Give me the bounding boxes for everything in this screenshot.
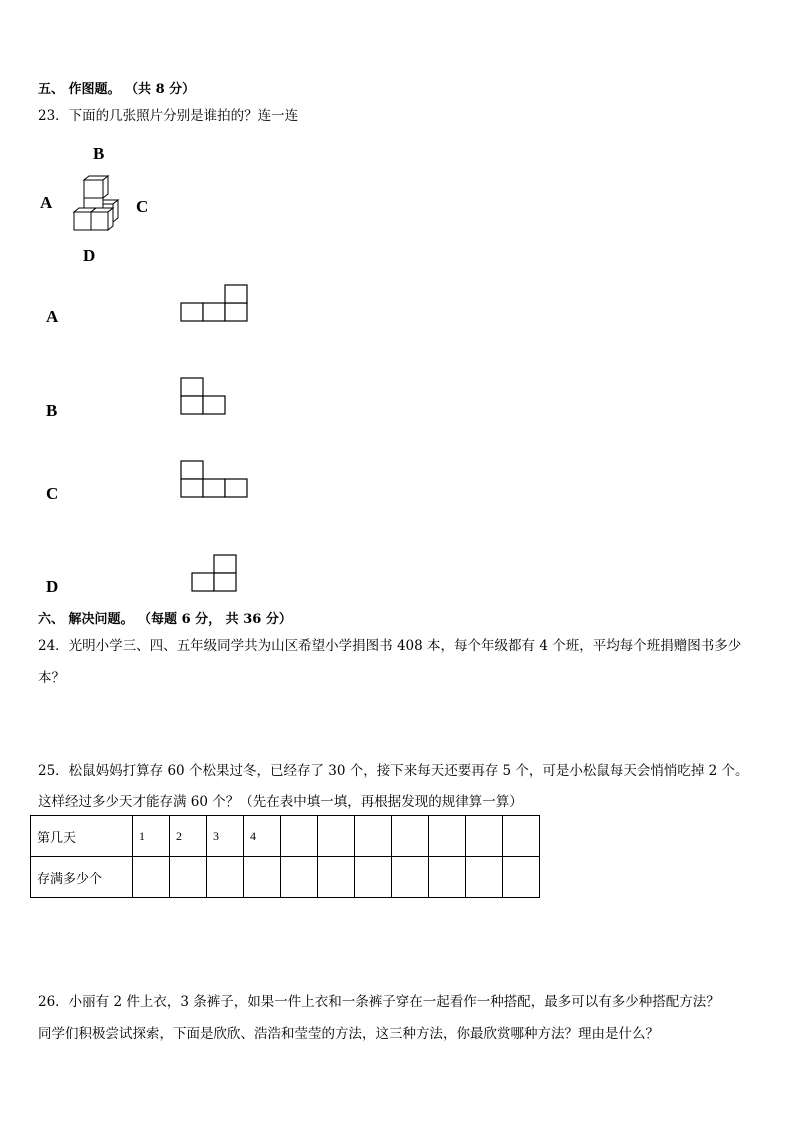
view-label-d: D bbox=[46, 577, 59, 596]
view-d-figure bbox=[192, 555, 240, 595]
table-cell[interactable] bbox=[244, 857, 281, 898]
row-header-day: 第几天 bbox=[31, 816, 133, 857]
view-c-figure bbox=[181, 461, 251, 501]
section-5-title: 五、 作图题。 （共 8 分） bbox=[38, 82, 196, 97]
table-cell[interactable] bbox=[318, 857, 355, 898]
cube-stack-figure bbox=[70, 176, 122, 234]
table-cell[interactable] bbox=[355, 857, 392, 898]
table-cell[interactable]: 2 bbox=[170, 816, 207, 857]
view-label-a: A bbox=[46, 307, 59, 326]
question-25-line-2: 这样经过多少天才能存满 60 个？（先在表中填一填，再根据发现的规律算一算） bbox=[38, 794, 523, 810]
question-26-line-1: 26．小丽有 2 件上衣，3 条裤子，如果一件上衣和一条裤子穿在一起看作一种搭配，最多可以有多少种搭配方法？ bbox=[38, 994, 720, 1010]
table-cell[interactable] bbox=[170, 857, 207, 898]
question-25-line-1: 25．松鼠妈妈打算存 60 个松果过冬，已经存了 30 个，接下来每天还要再存 5 个，可是小松鼠每天会悄悄吃掉 2 个。 bbox=[38, 763, 749, 779]
cube-label-bottom: D bbox=[83, 246, 96, 265]
table-row-day bbox=[31, 816, 540, 857]
cube-label-right: C bbox=[136, 197, 149, 216]
cube-label-top: B bbox=[93, 144, 105, 163]
table-cell[interactable] bbox=[429, 816, 466, 857]
table-cell[interactable] bbox=[503, 816, 540, 857]
view-label-b: B bbox=[46, 401, 58, 420]
table-row-stored bbox=[31, 857, 540, 898]
table-cell[interactable] bbox=[281, 857, 318, 898]
table-cell[interactable] bbox=[503, 857, 540, 898]
section-6-title: 六、 解决问题。 （每题 6 分， 共 36 分） bbox=[38, 612, 292, 627]
view-label-c: C bbox=[46, 484, 59, 503]
row-header-stored: 存满多少个 bbox=[31, 857, 133, 898]
table-cell[interactable] bbox=[133, 857, 170, 898]
question-24-line-1: 24．光明小学三、四、五年级同学共为山区希望小学捐图书 408 本，每个年级都有 4 个班，平均每个班捐赠图书多少 bbox=[38, 638, 742, 654]
question-25-table bbox=[30, 815, 540, 898]
question-23-prompt: 23．下面的几张照片分别是谁拍的？连一连 bbox=[38, 108, 299, 124]
cube-label-left: A bbox=[40, 193, 53, 212]
table-cell[interactable]: 1 bbox=[133, 816, 170, 857]
table-cell[interactable] bbox=[466, 816, 503, 857]
view-a-figure bbox=[181, 285, 251, 325]
view-b-figure bbox=[181, 378, 229, 418]
table-cell[interactable] bbox=[392, 816, 429, 857]
table-cell[interactable] bbox=[429, 857, 466, 898]
question-24-line-2: 本？ bbox=[38, 670, 65, 686]
table-cell[interactable] bbox=[318, 816, 355, 857]
table-cell[interactable] bbox=[207, 857, 244, 898]
table-cell[interactable]: 3 bbox=[207, 816, 244, 857]
table-cell[interactable] bbox=[392, 857, 429, 898]
table-cell[interactable] bbox=[466, 857, 503, 898]
question-26-line-2: 同学们积极尝试探索，下面是欣欣、浩浩和莹莹的方法，这三种方法，你最欣赏哪种方法？理由是什么？ bbox=[38, 1026, 659, 1042]
table-cell[interactable] bbox=[281, 816, 318, 857]
table-cell[interactable]: 4 bbox=[244, 816, 281, 857]
table-cell[interactable] bbox=[355, 816, 392, 857]
